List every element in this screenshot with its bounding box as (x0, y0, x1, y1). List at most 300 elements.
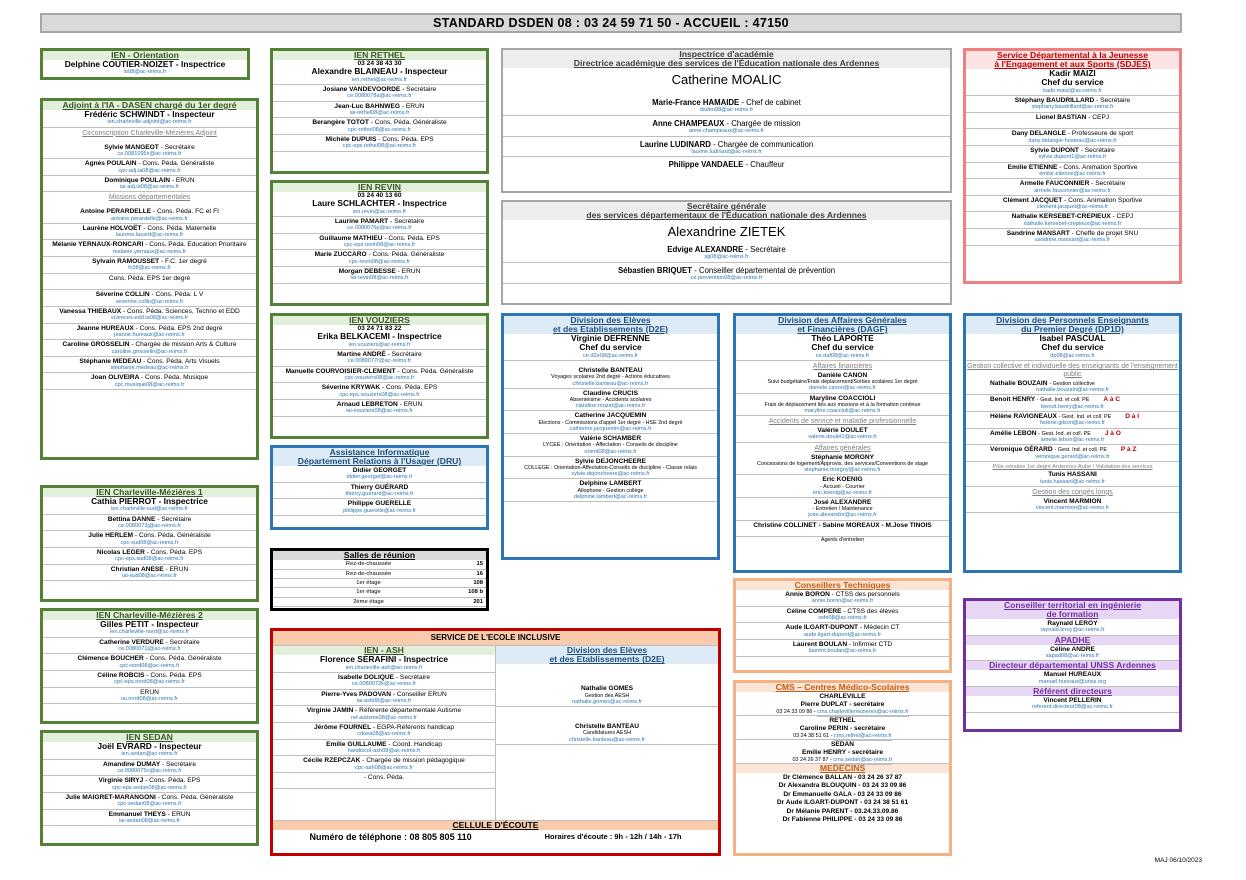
email[interactable]: stephanie.medeau@ac-reims.fr (43, 365, 256, 373)
person-line (273, 368, 486, 375)
people-list (966, 97, 1179, 246)
chief: Théo LAPORTE (811, 333, 874, 344)
email[interactable]: iai-ash08@ac-reims.fr (273, 698, 495, 706)
person-name: Séverine KRYWAK (321, 384, 382, 392)
person-name: Catherine JACQUEMIN (574, 412, 647, 420)
email[interactable]: veronique.gerard@ac-reims.fr (966, 454, 1179, 462)
person-role: - F.C. 1er degré (161, 258, 207, 266)
chief: Alexandrine ZIETEK (667, 224, 786, 240)
email[interactable]: cpc-eps.sud08@ac-reims.fr (43, 556, 256, 564)
person-role: - ERUN (401, 102, 425, 110)
person-entry (273, 691, 495, 707)
person-line (966, 97, 1179, 104)
person-role: - Secrétaire (165, 638, 200, 646)
email[interactable]: handiscol-ash08@ac-reims.fr (273, 748, 495, 756)
salle-floor: Rez-de-chaussée (273, 560, 464, 569)
person-entry (504, 367, 717, 389)
email-empty (736, 529, 949, 537)
email[interactable]: delphine.lambert@ac-reims.fr (504, 494, 717, 502)
chief: Laure SCHLACHTER - Inspectrice (312, 198, 447, 209)
email[interactable]: ien.revin@ac-reims.fr (273, 209, 486, 217)
person-entry (273, 368, 486, 384)
person-line (43, 275, 256, 282)
chief: Kadir MAIZI (1049, 68, 1096, 79)
person-entry (966, 396, 1179, 412)
email[interactable]: cpc-sud08@ac-reims.fr (43, 540, 256, 548)
adjoint-box (40, 98, 259, 460)
person-entry (966, 471, 1179, 487)
d2e-box (501, 313, 720, 560)
email[interactable]: claudine.mozet@ac-reims.fr (504, 403, 717, 411)
email[interactable]: fc08@ac-reims.fr (43, 265, 256, 273)
email[interactable]: cpc-vouziers08@ac-reims.fr (273, 375, 486, 383)
person-line (43, 241, 256, 248)
person-role: - Secrétaire (395, 674, 430, 682)
person-name: Nathalie BOUZAIN (990, 379, 1050, 387)
person-role: - CTSS des élèves (843, 607, 899, 615)
box-header: APADHE (966, 636, 1179, 645)
person-entry (273, 218, 486, 234)
person-line (273, 268, 486, 275)
email[interactable]: ien.rethel@ac-reims.fr (273, 77, 486, 85)
chief: Alexandre BLAINEAU - Inspecteur (311, 66, 448, 77)
email[interactable]: antoine.perardelle@ac-reims.fr (43, 216, 256, 224)
person-role: - Cons. Péda. EPS (378, 135, 434, 143)
person-name: Arnaud LEBRETON (336, 400, 400, 408)
chief: Cathia PIERROT - Inspectrice (91, 496, 208, 507)
person-role: - Cons. Péda. Sciences, Techno et EDD (122, 307, 240, 315)
person-entry (504, 390, 717, 412)
person-line (273, 774, 495, 781)
person-line (966, 446, 1179, 453)
person-name: Jeanne HUREAUX (76, 324, 136, 332)
email[interactable]: ien.charleville-sud@ac-reims.fr (43, 506, 256, 514)
chief: Frédéric SCHWINDT - Inspecteur (84, 109, 215, 120)
email[interactable]: stephany.baudrillard@ac-reims.fr (966, 104, 1179, 112)
person-name: Danièle CANON (817, 371, 868, 379)
box-header: Inspectrice d'académie (503, 50, 950, 59)
email[interactable]: dsden08@ac-reims.fr (503, 107, 950, 115)
email[interactable]: iai-sedan08@ac-reims.fr (43, 818, 256, 826)
people-list (43, 144, 256, 193)
person-role: LYCEE : Orientation - Affectation - Conseils de discipline (543, 442, 678, 449)
section-header: Gestion des congés longs (1032, 488, 1113, 496)
person-name: Christelle BANTEAU (574, 723, 640, 731)
person-line (273, 136, 486, 143)
email[interactable]: cpc-ash08@ac-reims.fr (273, 765, 495, 773)
ien-vouziers-box (270, 313, 489, 439)
person-name: Catherine VERDURE (99, 638, 166, 646)
email[interactable]: manuel.hureaux@unss.org (966, 679, 1179, 687)
dp1d-box (963, 313, 1182, 573)
email[interactable]: ce.daf08@ac-reims.fr (736, 353, 949, 361)
email[interactable]: cdoea08@ac-reims.fr (273, 731, 495, 739)
email[interactable]: cpc-eps.sedan08@ac-reims.fr (43, 785, 256, 793)
email[interactable]: cms.charlevillemezieres@ac-reims.fr (817, 708, 909, 715)
person-name: Stéphanie MEDEAU (79, 357, 144, 365)
person-entry (273, 103, 486, 119)
person-entry (273, 235, 486, 251)
email-empty (966, 121, 1179, 129)
email[interactable]: stephanie.morgny@ac-reims.fr (736, 467, 949, 475)
person-role: Voyages scolaires 2nd degré - Actions éducatives (551, 374, 670, 381)
salle-number: 108 b (464, 588, 486, 597)
box-header: Secrétaire générale (503, 202, 950, 211)
person-entry (736, 395, 949, 417)
email[interactable]: melanie.yernaux@ac-reims.fr (43, 249, 256, 257)
person-entry (43, 275, 256, 291)
email[interactable]: daniele.canon@ac-reims.fr (736, 385, 949, 393)
email[interactable]: cpc-revin08@ac-reims.fr (273, 259, 486, 267)
person-line (43, 325, 256, 332)
person-role: - Entretien / Maintenance (812, 506, 873, 513)
cms-phone: 03 24 26 37 87 - (792, 756, 834, 763)
cellule-phone[interactable]: Numéro de téléphone : 08 805 805 110 (309, 832, 472, 843)
email[interactable]: nathalie.gomes@ac-reims.fr (496, 699, 718, 707)
person-name: Séverine COLLIN (95, 291, 152, 299)
person-entry (966, 147, 1179, 163)
email[interactable]: clement.jacquet@ac-reims.fr (966, 204, 1179, 212)
email[interactable]: cpc-rethel08@ac-reims.fr (273, 127, 486, 135)
email[interactable]: iai-sud08@ac-reims.fr (43, 573, 256, 581)
people-list (736, 372, 949, 416)
email[interactable]: ien.charleville-nord@ac-reims.fr (43, 629, 256, 637)
email[interactable]: ce.prevention08@ac-reims.fr (503, 275, 950, 283)
email[interactable]: sapad08@ac-reims.fr (966, 653, 1179, 661)
email[interactable]: ref.autisme08@ac-reims.fr (273, 715, 495, 723)
section-header: Affaires financières (812, 363, 873, 371)
email[interactable]: laurent.boulan@ac-reims.fr (736, 648, 949, 656)
person-line (273, 401, 486, 408)
person-line (43, 144, 256, 151)
email[interactable]: jose.alexandre@ac-reims.fr (736, 512, 949, 520)
person-entry (496, 685, 718, 707)
email[interactable]: maryline.coaccioli@ac-reims.fr (736, 408, 949, 416)
box-header: IEN Charleville-Mézières 2 (43, 611, 256, 620)
person-line (43, 566, 256, 573)
person-name: Julie MAIGRET-MARANGONI (65, 793, 158, 801)
chief: Virginie DEFRENNE (571, 333, 650, 344)
cms-line (736, 709, 949, 716)
email[interactable]: ien.charleville-ash@ac-reims.fr (273, 665, 495, 673)
cms-contact: Caroline PERIN - secrétaire (799, 725, 886, 733)
person-role: Elections - Commissions d'appel 1er degré - HSE 2nd degré (538, 419, 683, 426)
email[interactable]: vincent.marmion@ac-reims.fr (966, 505, 1179, 513)
person-name: Claudine CRUCIS (583, 389, 638, 397)
person-name: Manuel HUREAUX (1043, 671, 1102, 679)
person-name: Jérôme FOURNEL (313, 723, 373, 731)
person-name: Vanessa THIEBAUX (59, 307, 123, 315)
email[interactable]: ce.0080078a@ac-reims.fr (273, 93, 486, 101)
email[interactable]: thierry.guerard@ac-reims.fr (273, 491, 486, 499)
person-entry (504, 480, 717, 502)
cms-box (733, 680, 952, 856)
people-list (966, 380, 1179, 462)
box-header: SERVICE DE L'ECOLE INCLUSIVE (273, 631, 718, 645)
person-role: - Cons. Péda. Maternelle (143, 224, 217, 232)
person-line (273, 707, 495, 714)
person-role: - Cons. Péda. EPS (146, 671, 202, 679)
person-entry (966, 380, 1179, 396)
ien-revin-box (270, 180, 489, 306)
email[interactable]: cpc-eps.vouziers08@ac-reims.fr (273, 392, 486, 400)
person-role: - Médecin CT (859, 624, 900, 632)
email[interactable]: ce.0081095x@ac-reims.fr (43, 151, 256, 159)
person-entry (736, 372, 949, 394)
dagf-box (733, 313, 952, 573)
secgen-box (501, 200, 952, 305)
letter-range: D à I (1125, 413, 1140, 420)
person-line (503, 141, 950, 150)
person-entry (43, 794, 256, 810)
email[interactable]: amelie.lebon@ac-reims.fr (966, 437, 1179, 445)
person-role: - Gest. Ind. et coll. PE (1054, 447, 1107, 454)
techniques-box (733, 578, 952, 673)
email[interactable]: ssfe08@ac-reims.fr (736, 615, 949, 623)
person-name: Vincent MARMION (1043, 497, 1102, 505)
person-entry (503, 99, 950, 116)
chief: Catherine MOALIC (671, 72, 782, 88)
person-line (273, 691, 495, 698)
person-role: - CEPJ (1112, 213, 1134, 221)
person-name: Emilie ETIENNE (1007, 163, 1060, 171)
salles-table (273, 560, 486, 607)
person-line (503, 120, 950, 129)
standard-bar (40, 13, 1182, 33)
email[interactable]: kadir.maizi@ac-reims.fr (966, 88, 1179, 96)
cms-contact: Pierre DUPLAT - secrétaire (800, 701, 885, 709)
email[interactable]: severine.collin@ac-reims.fr (43, 299, 256, 307)
person-entry (273, 268, 486, 284)
email[interactable]: ce.0080075n@ac-reims.fr (43, 768, 256, 776)
person-role: Concessions de logement/Approvis. des services/Conventions de stage (756, 460, 929, 467)
email[interactable]: philippe.guerelle@ac-reims.fr (273, 508, 486, 516)
person-role: - Secrétaire (402, 86, 437, 94)
doctor-entry: Dr Clémence BALLAN - 03 24 26 37 87 (782, 774, 903, 782)
email[interactable]: benoit.henry@ac-reims.fr (966, 404, 1179, 412)
email[interactable]: emilie.etienne@ac-reims.fr (966, 171, 1179, 179)
email[interactable]: nathalie.bouzain@ac-reims.fr (966, 387, 1179, 395)
box-header: MEDECINS (736, 764, 949, 773)
person-name: Bettina DANNE (107, 515, 158, 523)
email[interactable]: helene.gilson@ac-reims.fr (966, 420, 1179, 428)
cellule-hours: Horaires d'écoute : 9h - 12h / 14h - 17h (544, 832, 682, 842)
person-entry (43, 208, 256, 224)
person-name: Laurent BOULAN (792, 640, 849, 648)
email[interactable]: iai-adj.ia08@ac-reims.fr (43, 184, 256, 192)
box-header: Salles de réunion (273, 551, 486, 560)
person-role: - Référente départementale Autisme (355, 707, 462, 715)
inclusive-box (270, 628, 721, 856)
email[interactable]: iai-rethel08@ac-reims.fr (273, 110, 486, 118)
box-header: Directeur départemental UNSS Ardennes (966, 661, 1179, 670)
person-role: - Gest. Ind. et coll. PE (1058, 414, 1112, 420)
email[interactable]: cms.rethel@ac-reims.fr (833, 732, 892, 739)
box-header: du Premier Degré (DP1D) (966, 325, 1179, 334)
cms-contact: Emilie HENRY - secrétaire (802, 749, 883, 757)
salle-row (273, 597, 486, 606)
chief: Joël EVRARD - Inspecteur (97, 741, 202, 752)
person-entry (273, 401, 486, 417)
email[interactable]: cpc.musique08@ac-reims.fr (43, 382, 256, 390)
person-name: Marie ZUCCARO (314, 251, 369, 259)
person-name: Dany DELANGLE (1011, 130, 1068, 138)
person-entry (273, 724, 495, 740)
email[interactable]: sciences-edd.ia08@ac-reims.fr (43, 315, 256, 323)
email[interactable]: cpc-adj.ia08@ac-reims.fr (43, 168, 256, 176)
person-name: Caroline GROSSELIN (62, 341, 132, 349)
email[interactable]: cms.sedan@ac-reims.fr (833, 756, 893, 763)
person-role: - Cons. Péda. Généraliste (138, 160, 215, 168)
person-role: - Accueil - Courrier (820, 483, 865, 490)
person-name: Jean-Luc BAHNWEG (334, 102, 402, 110)
email[interactable]: dany.delangle-hosteau@ac-reims.fr (966, 138, 1179, 146)
person-line (43, 672, 256, 679)
email[interactable]: iai-revin08@ac-reims.fr (273, 275, 486, 283)
box-header: IEN Charleville-Mézières 1 (43, 488, 256, 497)
email[interactable]: sylvie.dejoncheere@ac-reims.fr (504, 471, 717, 479)
person-line (273, 741, 495, 748)
person-entry (966, 230, 1179, 246)
people-list (273, 674, 495, 789)
person-line (736, 608, 949, 615)
ash-column (273, 646, 496, 820)
person-line (966, 164, 1179, 171)
salle-number: 16 (464, 569, 486, 578)
salle-row (273, 578, 486, 587)
email[interactable]: ce.0080076p@ac-reims.fr (273, 225, 486, 233)
email[interactable]: christelle.banteau@ac-reims.fr (504, 381, 717, 389)
email[interactable]: annie.boron@ac-reims.fr (736, 598, 949, 606)
person-entry (43, 811, 256, 827)
person-entry (273, 86, 486, 102)
person-line (43, 374, 256, 381)
person-line (43, 777, 256, 784)
person-role: - Chargée de mission Arts & Culture (131, 341, 237, 349)
email[interactable]: cpc-sedan08@ac-reims.fr (43, 801, 256, 809)
cms-city: SEDAN (830, 741, 855, 749)
email[interactable]: raynald.leroy@ac-reims.fr (966, 627, 1179, 635)
person-line (273, 251, 486, 258)
person-role: - Infirmier CTD (848, 640, 893, 648)
email[interactable]: didier.georget@ac-reims.fr (273, 474, 486, 482)
person-name: Sylvie DEJONCHEERE (574, 457, 647, 465)
person-name: Amandine DUMAY (102, 760, 162, 768)
person-entry (736, 641, 949, 657)
email[interactable]: cpc-eps.revin08@ac-reims.fr (273, 242, 486, 250)
email[interactable]: cpc-eps.rethel08@ac-reims.fr (273, 143, 486, 151)
email[interactable]: ce.0080077r@ac-reims.fr (273, 358, 486, 366)
box-header: Assistance Informatique (273, 448, 486, 457)
person-role: - Cheffe de projet SNU (1071, 230, 1139, 238)
person-entry (273, 741, 495, 757)
email[interactable]: ien.sedan@ac-reims.fr (43, 751, 256, 759)
update-date: MAJ 06/10/2023 (1154, 857, 1202, 864)
person-entry (504, 412, 717, 434)
person-line (273, 351, 486, 358)
email[interactable]: sandrine.mansart@ac-reims.fr (966, 237, 1179, 245)
box-header: de formation (966, 610, 1179, 619)
email[interactable]: eric.koenig@ac-reims.fr (736, 490, 949, 498)
person-entry (273, 774, 495, 790)
person-line (273, 384, 486, 391)
email[interactable]: cpc-eps.nord08@ac-reims.fr (43, 679, 256, 687)
person-role: - Cons. Animation Sportive (1059, 163, 1138, 171)
box-header: et Financières (DAGF) (736, 325, 949, 334)
person-line (966, 180, 1179, 187)
email[interactable]: sg08@ac-reims.fr (503, 254, 950, 262)
email[interactable]: ce.0080071j@ac-reims.fr (43, 646, 256, 654)
email[interactable]: io08@ac-reims.fr (43, 69, 247, 77)
person-name: Céline COMPERE (786, 607, 844, 615)
person-name: Emilie GUILLAUME (326, 740, 389, 748)
person-role: - Cons. Péda. (363, 773, 405, 781)
person-name: Maryline COACCIOLI (809, 394, 876, 402)
email[interactable]: valerie.doulet1@ac-reims.fr (736, 434, 949, 442)
email[interactable]: ce.d2e08@ac-reims.fr (504, 353, 717, 361)
email[interactable]: laurine.ludinard@ac-reims.fr (503, 149, 950, 157)
email[interactable]: ien.vouziers@ac-reims.fr (273, 342, 486, 350)
email[interactable]: orient08@ac-reims.fr (504, 449, 717, 457)
person-name: Berangère TOTOT (312, 119, 371, 127)
salle-number: 15 (464, 560, 486, 569)
email[interactable]: armele.fauconnier@ac-reims.fr (966, 188, 1179, 196)
people-list (273, 467, 486, 516)
email[interactable]: caroline.grosselin@ac-reims.fr (43, 349, 256, 357)
person-name: Pierre-Yves PADOVAN (321, 690, 393, 698)
person-name: Michèle DUPUIS (325, 135, 379, 143)
purple-box (963, 598, 1182, 732)
box-header: IEN REVIN (273, 183, 486, 192)
person-entry (736, 476, 949, 498)
email[interactable]: ien.charleville-adjoint@ac-reims.fr (43, 119, 256, 127)
chief-title: Chef du service (1041, 342, 1104, 353)
person-name: Mélanie YERNAUX-RONCARI (52, 241, 146, 249)
person-name: Joan OLIVEIRA (90, 374, 141, 382)
salle-row (273, 560, 486, 569)
email[interactable]: tunis.hassani@ac-reims.fr (966, 479, 1179, 487)
email[interactable]: christelle.banteau@ac-reims.fr (496, 737, 718, 745)
person-entry (504, 458, 717, 480)
email[interactable]: anne.champeaux@ac-reims.fr (503, 128, 950, 136)
box-header: IEN VOUZIERS (273, 316, 486, 325)
email[interactable]: referent.directeur08@ac-reims.fr (966, 704, 1179, 712)
person-name: Valérie SCHAMBER (579, 435, 642, 443)
person-entry (273, 136, 486, 152)
person-entry (43, 761, 256, 777)
email[interactable]: cpc-nord08@ac-reims.fr (43, 663, 256, 671)
email[interactable]: jeanne.hureaux@ac-reims.fr (43, 332, 256, 340)
person-role: - ERUN (167, 810, 191, 818)
email[interactable]: aude.ilgart-dupont@ac-reims.fr (736, 632, 949, 640)
email[interactable]: ce.0080072k@ac-reims.fr (273, 681, 495, 689)
email[interactable]: iai-vouziers08@ac-reims.fr (273, 408, 486, 416)
email[interactable]: ce.0080073j@ac-reims.fr (43, 523, 256, 531)
email[interactable]: dp08@ac-reims.fr (966, 353, 1179, 361)
email[interactable]: nathalie.kersebet-crepieux@ac-reims.fr (966, 221, 1179, 229)
email[interactable]: iai.nord08@ac-reims.fr (43, 696, 256, 704)
person-line (966, 430, 1179, 437)
person-line (503, 267, 950, 276)
people-list (43, 208, 256, 390)
person-role: - Secrétaire (387, 351, 422, 359)
email[interactable]: catherine.jacquemin@ac-reims.fr (504, 426, 717, 434)
person-name: Sylvie DUPONT (1030, 146, 1081, 154)
people-list (966, 471, 1179, 487)
person-entry (966, 213, 1179, 229)
email[interactable]: sylvie.dupont1@ac-reims.fr (966, 154, 1179, 162)
email[interactable]: laurene.lazard@ac-reims.fr (43, 232, 256, 240)
